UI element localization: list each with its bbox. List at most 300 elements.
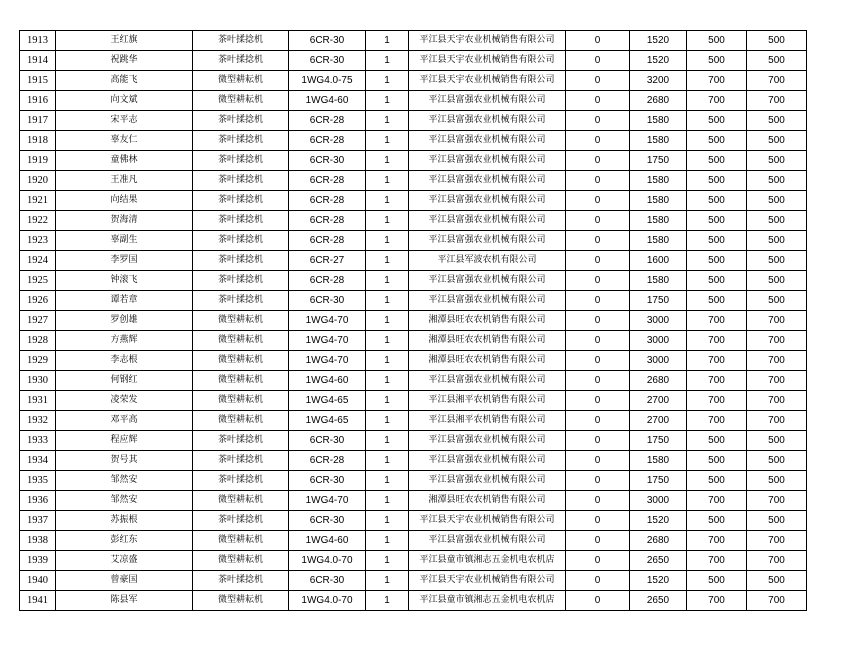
owner-name-cell: 辜友仁 xyxy=(56,131,193,151)
table-row xyxy=(20,531,807,551)
model-cell: 1WG4-70 xyxy=(289,331,366,351)
quantity-cell: 1 xyxy=(366,111,409,131)
model-cell: 6CR-28 xyxy=(289,271,366,291)
central-subsidy-cell: 500 xyxy=(687,471,747,491)
dealer-cell: 平江县军波农机有限公司 xyxy=(409,251,566,271)
seq-cell: 1932 xyxy=(20,411,56,431)
dealer-cell: 湘潭县旺农农机销售有限公司 xyxy=(409,311,566,331)
machine-type-cell: 茶叶揉捻机 xyxy=(193,151,289,171)
total-subsidy-cell: 500 xyxy=(747,291,807,311)
model-cell: 1WG4-70 xyxy=(289,351,366,371)
quantity-cell: 1 xyxy=(366,371,409,391)
table-row xyxy=(20,571,807,591)
central-subsidy-cell: 500 xyxy=(687,291,747,311)
owner-name-cell: 李罗国 xyxy=(56,251,193,271)
dealer-cell: 平江县富强农业机械有限公司 xyxy=(409,371,566,391)
quantity-cell: 1 xyxy=(366,71,409,91)
central-subsidy-cell: 500 xyxy=(687,131,747,151)
quantity-cell: 1 xyxy=(366,171,409,191)
extra-cell: 0 xyxy=(566,231,630,251)
owner-name-cell: 王红旗 xyxy=(56,31,193,51)
model-cell: 6CR-30 xyxy=(289,511,366,531)
table-row xyxy=(20,231,807,251)
model-cell: 1WG4-60 xyxy=(289,91,366,111)
extra-cell: 0 xyxy=(566,411,630,431)
subsidy-table xyxy=(19,30,807,611)
machine-type-cell: 茶叶揉捻机 xyxy=(193,211,289,231)
central-subsidy-cell: 500 xyxy=(687,31,747,51)
total-subsidy-cell: 700 xyxy=(747,71,807,91)
price-cell: 1580 xyxy=(630,211,687,231)
extra-cell: 0 xyxy=(566,71,630,91)
machine-type-cell: 微型耕耘机 xyxy=(193,531,289,551)
seq-cell: 1930 xyxy=(20,371,56,391)
seq-cell: 1921 xyxy=(20,191,56,211)
seq-cell: 1918 xyxy=(20,131,56,151)
model-cell: 6CR-28 xyxy=(289,451,366,471)
quantity-cell: 1 xyxy=(366,351,409,371)
dealer-cell: 平江县天宇农业机械销售有限公司 xyxy=(409,511,566,531)
dealer-cell: 平江县富强农业机械有限公司 xyxy=(409,171,566,191)
quantity-cell: 1 xyxy=(366,551,409,571)
price-cell: 3000 xyxy=(630,311,687,331)
total-subsidy-cell: 700 xyxy=(747,331,807,351)
central-subsidy-cell: 500 xyxy=(687,211,747,231)
total-subsidy-cell: 500 xyxy=(747,211,807,231)
seq-cell: 1941 xyxy=(20,591,56,611)
machine-type-cell: 微型耕耘机 xyxy=(193,91,289,111)
model-cell: 1WG4-60 xyxy=(289,531,366,551)
model-cell: 6CR-30 xyxy=(289,151,366,171)
total-subsidy-cell: 500 xyxy=(747,471,807,491)
model-cell: 6CR-30 xyxy=(289,51,366,71)
table-row xyxy=(20,91,807,111)
owner-name-cell: 罗创雄 xyxy=(56,311,193,331)
machine-type-cell: 茶叶揉捻机 xyxy=(193,271,289,291)
machine-type-cell: 微型耕耘机 xyxy=(193,331,289,351)
seq-cell: 1940 xyxy=(20,571,56,591)
quantity-cell: 1 xyxy=(366,231,409,251)
model-cell: 1WG4.0-70 xyxy=(289,551,366,571)
price-cell: 3000 xyxy=(630,491,687,511)
dealer-cell: 湘潭县旺农农机销售有限公司 xyxy=(409,331,566,351)
central-subsidy-cell: 500 xyxy=(687,191,747,211)
total-subsidy-cell: 700 xyxy=(747,591,807,611)
owner-name-cell: 王准凡 xyxy=(56,171,193,191)
model-cell: 1WG4-70 xyxy=(289,311,366,331)
extra-cell: 0 xyxy=(566,291,630,311)
quantity-cell: 1 xyxy=(366,131,409,151)
machine-type-cell: 微型耕耘机 xyxy=(193,411,289,431)
total-subsidy-cell: 700 xyxy=(747,391,807,411)
model-cell: 6CR-30 xyxy=(289,291,366,311)
model-cell: 1WG4-65 xyxy=(289,391,366,411)
central-subsidy-cell: 700 xyxy=(687,331,747,351)
price-cell: 1520 xyxy=(630,31,687,51)
table-row xyxy=(20,351,807,371)
seq-cell: 1917 xyxy=(20,111,56,131)
price-cell: 1750 xyxy=(630,431,687,451)
central-subsidy-cell: 700 xyxy=(687,391,747,411)
owner-name-cell: 李志根 xyxy=(56,351,193,371)
seq-cell: 1919 xyxy=(20,151,56,171)
dealer-cell: 平江县天宇农业机械销售有限公司 xyxy=(409,31,566,51)
machine-type-cell: 微型耕耘机 xyxy=(193,371,289,391)
central-subsidy-cell: 500 xyxy=(687,111,747,131)
owner-name-cell: 程应辉 xyxy=(56,431,193,451)
seq-cell: 1924 xyxy=(20,251,56,271)
table-row xyxy=(20,211,807,231)
central-subsidy-cell: 500 xyxy=(687,151,747,171)
quantity-cell: 1 xyxy=(366,591,409,611)
seq-cell: 1914 xyxy=(20,51,56,71)
model-cell: 1WG4.0-75 xyxy=(289,71,366,91)
table-row xyxy=(20,191,807,211)
extra-cell: 0 xyxy=(566,271,630,291)
price-cell: 2700 xyxy=(630,411,687,431)
dealer-cell: 平江县富强农业机械有限公司 xyxy=(409,271,566,291)
total-subsidy-cell: 500 xyxy=(747,51,807,71)
total-subsidy-cell: 700 xyxy=(747,311,807,331)
table-row xyxy=(20,511,807,531)
price-cell: 1580 xyxy=(630,191,687,211)
model-cell: 6CR-30 xyxy=(289,571,366,591)
seq-cell: 1934 xyxy=(20,451,56,471)
extra-cell: 0 xyxy=(566,171,630,191)
quantity-cell: 1 xyxy=(366,271,409,291)
dealer-cell: 平江县富强农业机械有限公司 xyxy=(409,211,566,231)
table-body xyxy=(20,31,807,611)
machine-type-cell: 茶叶揉捻机 xyxy=(193,231,289,251)
table-row xyxy=(20,311,807,331)
central-subsidy-cell: 700 xyxy=(687,351,747,371)
central-subsidy-cell: 700 xyxy=(687,551,747,571)
central-subsidy-cell: 500 xyxy=(687,51,747,71)
total-subsidy-cell: 500 xyxy=(747,191,807,211)
dealer-cell: 平江县富强农业机械有限公司 xyxy=(409,231,566,251)
quantity-cell: 1 xyxy=(366,491,409,511)
seq-cell: 1935 xyxy=(20,471,56,491)
extra-cell: 0 xyxy=(566,451,630,471)
machine-type-cell: 微型耕耘机 xyxy=(193,591,289,611)
total-subsidy-cell: 500 xyxy=(747,431,807,451)
dealer-cell: 平江县富强农业机械有限公司 xyxy=(409,451,566,471)
machine-type-cell: 茶叶揉捻机 xyxy=(193,111,289,131)
price-cell: 3000 xyxy=(630,331,687,351)
price-cell: 2650 xyxy=(630,551,687,571)
dealer-cell: 平江县童市镇湘志五金机电农机店 xyxy=(409,591,566,611)
central-subsidy-cell: 500 xyxy=(687,451,747,471)
owner-name-cell: 陈县军 xyxy=(56,591,193,611)
total-subsidy-cell: 500 xyxy=(747,231,807,251)
quantity-cell: 1 xyxy=(366,311,409,331)
model-cell: 1WG4-70 xyxy=(289,491,366,511)
extra-cell: 0 xyxy=(566,591,630,611)
price-cell: 1600 xyxy=(630,251,687,271)
table-row xyxy=(20,471,807,491)
extra-cell: 0 xyxy=(566,211,630,231)
quantity-cell: 1 xyxy=(366,431,409,451)
model-cell: 6CR-28 xyxy=(289,111,366,131)
model-cell: 6CR-28 xyxy=(289,171,366,191)
quantity-cell: 1 xyxy=(366,531,409,551)
seq-cell: 1916 xyxy=(20,91,56,111)
central-subsidy-cell: 500 xyxy=(687,511,747,531)
machine-type-cell: 茶叶揉捻机 xyxy=(193,191,289,211)
price-cell: 1750 xyxy=(630,471,687,491)
extra-cell: 0 xyxy=(566,311,630,331)
machine-type-cell: 微型耕耘机 xyxy=(193,71,289,91)
machine-type-cell: 茶叶揉捻机 xyxy=(193,511,289,531)
machine-type-cell: 茶叶揉捻机 xyxy=(193,571,289,591)
central-subsidy-cell: 700 xyxy=(687,411,747,431)
quantity-cell: 1 xyxy=(366,411,409,431)
total-subsidy-cell: 700 xyxy=(747,91,807,111)
quantity-cell: 1 xyxy=(366,211,409,231)
machine-type-cell: 茶叶揉捻机 xyxy=(193,431,289,451)
owner-name-cell: 贺号其 xyxy=(56,451,193,471)
seq-cell: 1933 xyxy=(20,431,56,451)
extra-cell: 0 xyxy=(566,571,630,591)
seq-cell: 1929 xyxy=(20,351,56,371)
central-subsidy-cell: 700 xyxy=(687,91,747,111)
dealer-cell: 平江县天宇农业机械销售有限公司 xyxy=(409,51,566,71)
dealer-cell: 平江县富强农业机械有限公司 xyxy=(409,91,566,111)
owner-name-cell: 方燕辉 xyxy=(56,331,193,351)
central-subsidy-cell: 700 xyxy=(687,371,747,391)
machine-type-cell: 茶叶揉捻机 xyxy=(193,471,289,491)
owner-name-cell: 曾豪国 xyxy=(56,571,193,591)
owner-name-cell: 彭红东 xyxy=(56,531,193,551)
table-row xyxy=(20,371,807,391)
model-cell: 6CR-30 xyxy=(289,431,366,451)
seq-cell: 1938 xyxy=(20,531,56,551)
owner-name-cell: 钟滚飞 xyxy=(56,271,193,291)
dealer-cell: 平江县童市镇湘志五金机电农机店 xyxy=(409,551,566,571)
machine-type-cell: 微型耕耘机 xyxy=(193,351,289,371)
owner-name-cell: 向结果 xyxy=(56,191,193,211)
price-cell: 1580 xyxy=(630,271,687,291)
owner-name-cell: 谭若章 xyxy=(56,291,193,311)
price-cell: 3000 xyxy=(630,351,687,371)
price-cell: 1750 xyxy=(630,291,687,311)
price-cell: 2680 xyxy=(630,91,687,111)
total-subsidy-cell: 500 xyxy=(747,451,807,471)
table-row xyxy=(20,291,807,311)
owner-name-cell: 祝跳华 xyxy=(56,51,193,71)
dealer-cell: 平江县富强农业机械有限公司 xyxy=(409,291,566,311)
total-subsidy-cell: 700 xyxy=(747,371,807,391)
price-cell: 2700 xyxy=(630,391,687,411)
extra-cell: 0 xyxy=(566,151,630,171)
table-row xyxy=(20,51,807,71)
extra-cell: 0 xyxy=(566,131,630,151)
machine-type-cell: 微型耕耘机 xyxy=(193,391,289,411)
seq-cell: 1939 xyxy=(20,551,56,571)
table-row xyxy=(20,491,807,511)
table-row xyxy=(20,271,807,291)
model-cell: 6CR-28 xyxy=(289,191,366,211)
extra-cell: 0 xyxy=(566,331,630,351)
table-row xyxy=(20,131,807,151)
extra-cell: 0 xyxy=(566,351,630,371)
dealer-cell: 平江县富强农业机械有限公司 xyxy=(409,431,566,451)
extra-cell: 0 xyxy=(566,251,630,271)
table-row xyxy=(20,111,807,131)
seq-cell: 1920 xyxy=(20,171,56,191)
table-row xyxy=(20,251,807,271)
owner-name-cell: 童佛林 xyxy=(56,151,193,171)
owner-name-cell: 凌荣发 xyxy=(56,391,193,411)
table-row xyxy=(20,171,807,191)
seq-cell: 1922 xyxy=(20,211,56,231)
table-row xyxy=(20,431,807,451)
model-cell: 1WG4-65 xyxy=(289,411,366,431)
seq-cell: 1928 xyxy=(20,331,56,351)
model-cell: 6CR-30 xyxy=(289,471,366,491)
table-row xyxy=(20,151,807,171)
total-subsidy-cell: 700 xyxy=(747,411,807,431)
machine-type-cell: 茶叶揉捻机 xyxy=(193,451,289,471)
central-subsidy-cell: 500 xyxy=(687,271,747,291)
table-row xyxy=(20,71,807,91)
total-subsidy-cell: 500 xyxy=(747,111,807,131)
dealer-cell: 平江县富强农业机械有限公司 xyxy=(409,111,566,131)
quantity-cell: 1 xyxy=(366,191,409,211)
owner-name-cell: 邹然安 xyxy=(56,491,193,511)
seq-cell: 1936 xyxy=(20,491,56,511)
total-subsidy-cell: 700 xyxy=(747,351,807,371)
extra-cell: 0 xyxy=(566,551,630,571)
total-subsidy-cell: 700 xyxy=(747,531,807,551)
quantity-cell: 1 xyxy=(366,51,409,71)
price-cell: 2680 xyxy=(630,371,687,391)
quantity-cell: 1 xyxy=(366,291,409,311)
central-subsidy-cell: 700 xyxy=(687,491,747,511)
machine-type-cell: 茶叶揉捻机 xyxy=(193,171,289,191)
quantity-cell: 1 xyxy=(366,511,409,531)
dealer-cell: 平江县富强农业机械有限公司 xyxy=(409,471,566,491)
dealer-cell: 平江县天宇农业机械销售有限公司 xyxy=(409,71,566,91)
extra-cell: 0 xyxy=(566,191,630,211)
price-cell: 1580 xyxy=(630,171,687,191)
extra-cell: 0 xyxy=(566,91,630,111)
quantity-cell: 1 xyxy=(366,91,409,111)
machine-type-cell: 茶叶揉捻机 xyxy=(193,251,289,271)
dealer-cell: 湘潭县旺农农机销售有限公司 xyxy=(409,491,566,511)
total-subsidy-cell: 700 xyxy=(747,491,807,511)
price-cell: 2650 xyxy=(630,591,687,611)
seq-cell: 1926 xyxy=(20,291,56,311)
quantity-cell: 1 xyxy=(366,571,409,591)
total-subsidy-cell: 500 xyxy=(747,151,807,171)
central-subsidy-cell: 500 xyxy=(687,231,747,251)
dealer-cell: 平江县富强农业机械有限公司 xyxy=(409,151,566,171)
model-cell: 6CR-28 xyxy=(289,231,366,251)
table-row xyxy=(20,451,807,471)
total-subsidy-cell: 500 xyxy=(747,171,807,191)
machine-type-cell: 微型耕耘机 xyxy=(193,551,289,571)
machine-type-cell: 茶叶揉捻机 xyxy=(193,31,289,51)
dealer-cell: 平江县富强农业机械有限公司 xyxy=(409,191,566,211)
central-subsidy-cell: 700 xyxy=(687,591,747,611)
price-cell: 1580 xyxy=(630,231,687,251)
price-cell: 1580 xyxy=(630,451,687,471)
price-cell: 2680 xyxy=(630,531,687,551)
seq-cell: 1913 xyxy=(20,31,56,51)
seq-cell: 1927 xyxy=(20,311,56,331)
dealer-cell: 平江县湘平农机销售有限公司 xyxy=(409,391,566,411)
total-subsidy-cell: 500 xyxy=(747,271,807,291)
table-row xyxy=(20,591,807,611)
central-subsidy-cell: 500 xyxy=(687,251,747,271)
price-cell: 1580 xyxy=(630,111,687,131)
model-cell: 6CR-30 xyxy=(289,31,366,51)
total-subsidy-cell: 500 xyxy=(747,571,807,591)
price-cell: 1520 xyxy=(630,511,687,531)
table-row xyxy=(20,31,807,51)
central-subsidy-cell: 500 xyxy=(687,571,747,591)
extra-cell: 0 xyxy=(566,31,630,51)
table-row xyxy=(20,391,807,411)
extra-cell: 0 xyxy=(566,531,630,551)
machine-type-cell: 茶叶揉捻机 xyxy=(193,291,289,311)
seq-cell: 1923 xyxy=(20,231,56,251)
dealer-cell: 平江县富强农业机械有限公司 xyxy=(409,531,566,551)
extra-cell: 0 xyxy=(566,51,630,71)
model-cell: 1WG4.0-70 xyxy=(289,591,366,611)
seq-cell: 1915 xyxy=(20,71,56,91)
owner-name-cell: 宋平志 xyxy=(56,111,193,131)
quantity-cell: 1 xyxy=(366,251,409,271)
model-cell: 1WG4-60 xyxy=(289,371,366,391)
total-subsidy-cell: 500 xyxy=(747,251,807,271)
owner-name-cell: 艾凉盛 xyxy=(56,551,193,571)
model-cell: 6CR-28 xyxy=(289,211,366,231)
total-subsidy-cell: 500 xyxy=(747,31,807,51)
central-subsidy-cell: 700 xyxy=(687,311,747,331)
dealer-cell: 平江县富强农业机械有限公司 xyxy=(409,131,566,151)
extra-cell: 0 xyxy=(566,431,630,451)
dealer-cell: 湘潭县旺农农机销售有限公司 xyxy=(409,351,566,371)
quantity-cell: 1 xyxy=(366,31,409,51)
table-row xyxy=(20,331,807,351)
extra-cell: 0 xyxy=(566,111,630,131)
owner-name-cell: 辜副生 xyxy=(56,231,193,251)
extra-cell: 0 xyxy=(566,491,630,511)
extra-cell: 0 xyxy=(566,471,630,491)
central-subsidy-cell: 500 xyxy=(687,171,747,191)
owner-name-cell: 苏振根 xyxy=(56,511,193,531)
seq-cell: 1937 xyxy=(20,511,56,531)
seq-cell: 1931 xyxy=(20,391,56,411)
total-subsidy-cell: 500 xyxy=(747,511,807,531)
extra-cell: 0 xyxy=(566,391,630,411)
machine-type-cell: 微型耕耘机 xyxy=(193,311,289,331)
owner-name-cell: 向文斌 xyxy=(56,91,193,111)
owner-name-cell: 邓平高 xyxy=(56,411,193,431)
dealer-cell: 平江县天宇农业机械销售有限公司 xyxy=(409,571,566,591)
dealer-cell: 平江县湘平农机销售有限公司 xyxy=(409,411,566,431)
model-cell: 6CR-27 xyxy=(289,251,366,271)
model-cell: 6CR-28 xyxy=(289,131,366,151)
owner-name-cell: 邹然安 xyxy=(56,471,193,491)
price-cell: 1580 xyxy=(630,131,687,151)
owner-name-cell: 何钢红 xyxy=(56,371,193,391)
machine-type-cell: 茶叶揉捻机 xyxy=(193,131,289,151)
price-cell: 1520 xyxy=(630,51,687,71)
central-subsidy-cell: 700 xyxy=(687,71,747,91)
